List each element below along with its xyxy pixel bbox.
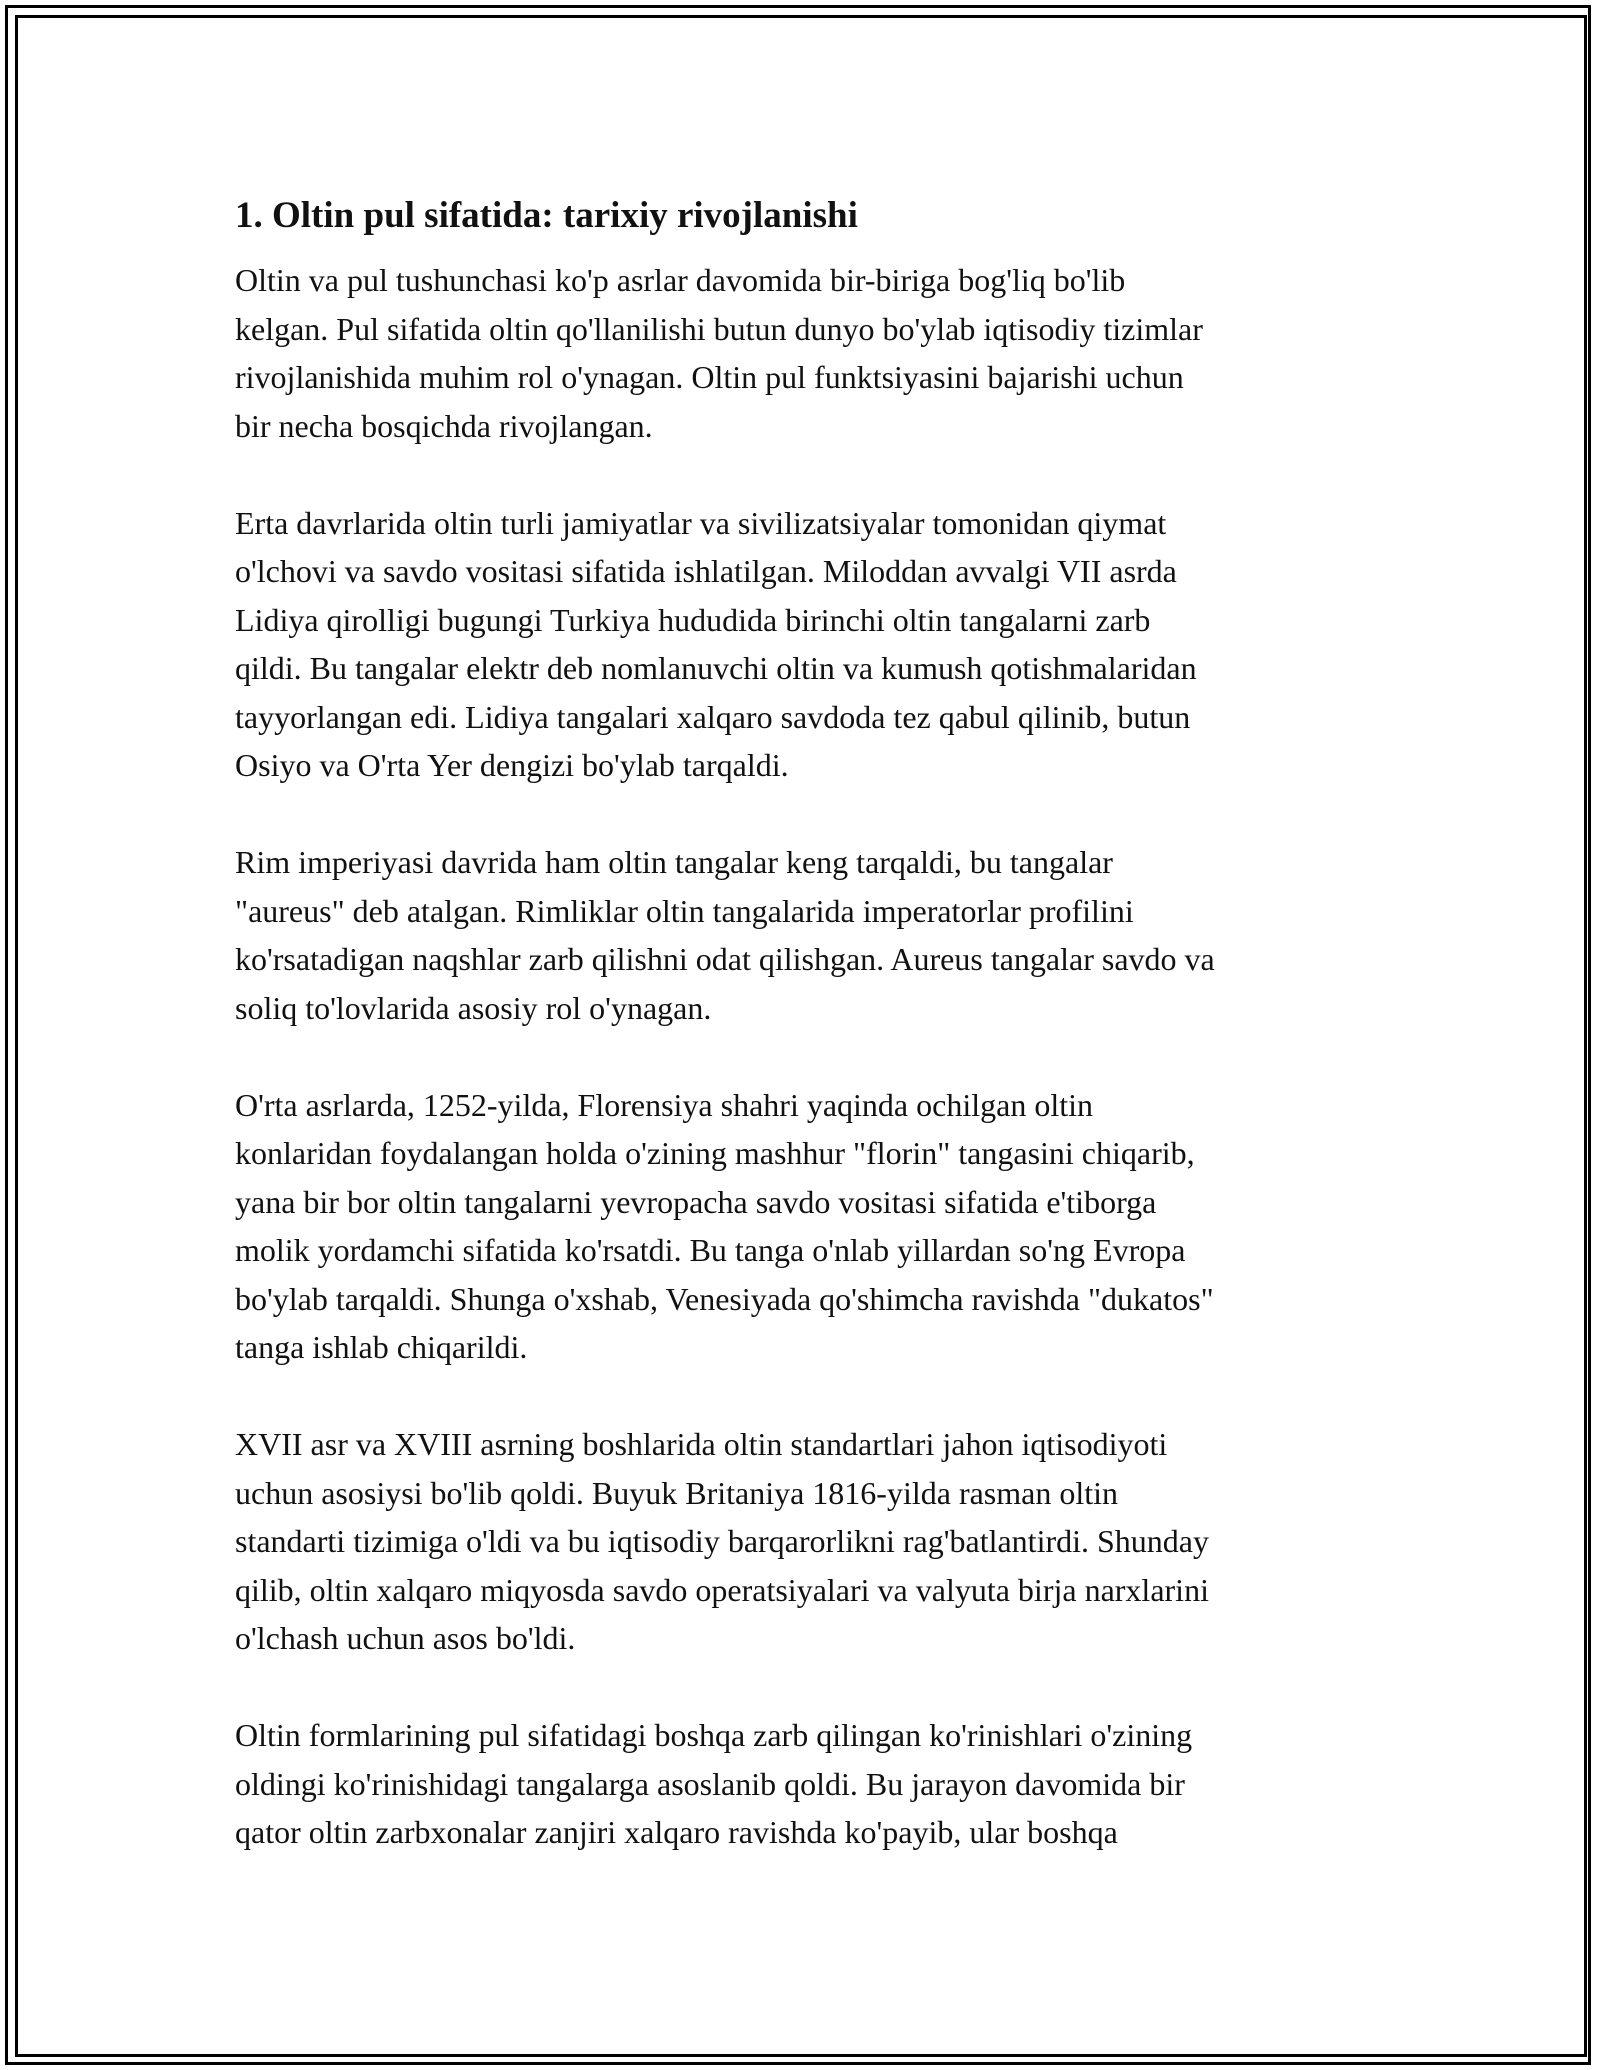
section-heading: 1. Oltin pul sifatida: tarixiy rivojlanishi	[235, 195, 858, 236]
paragraph-rome: Rim imperiyasi davrida ham oltin tangalar keng tarqaldi, bu tangalar "aureus" deb atalgan. Rimliklar oltin tangalarida imperatorlar profilini ko'rsatadigan naqshlar zarb qilishni odat qilishgan. Aureus tangalar savdo va soliq to'lovlarida asosiy rol o'ynagan.	[235, 844, 1215, 1026]
paragraph-mints: Oltin formlarining pul sifatidagi boshqa zarb qilingan ko'rinishlari o'zining oldingi ko'rinishidagi tangalarga asoslanib qoldi. Bu jarayon davomida bir qator oltin zarbxonalar zanjiri xalqaro ravishda ko'payib, ular boshqa	[235, 1717, 1193, 1850]
paragraph-intro: Oltin va pul tushunchasi ko'p asrlar davomida bir-biriga bog'liq bo'lib kelgan. Pul sifatida oltin qo'llanilishi butun dunyo bo'ylab iqtisodiy tizimlar rivojlanishida muhim rol o'ynagan. Oltin pul funktsiyasini bajarishi uchun bir necha bosqichda rivojlangan.	[235, 262, 1203, 444]
paragraph-gold-standard: XVII asr va XVIII asrning boshlarida oltin standartlari jahon iqtisodiyoti uchun asosiysi bo'lib qoldi. Buyuk Britaniya 1816-yilda rasman oltin standarti tizimiga o'ldi va bu iqtisodiy barqarorlikni rag'batlantirdi. Shunday qilib, oltin xalqaro miqyosda savdo operatsiyalari va valyuta birja narxlarini o'lchash uchun asos bo'ldi.	[235, 1426, 1209, 1656]
paragraph-lydia: Erta davrlarida oltin turli jamiyatlar va sivilizatsiyalar tomonidan qiymat o'lchovi va savdo vositasi sifatida ishlatilgan. Miloddan avvalgi VII asrda Lidiya qirolligi bugungi Turkiya hududida birinchi oltin tangalarni zarb qildi. Bu tangalar elektr deb nomlanuvchi oltin va kumush qotishmalaridan tayyorlangan edi. Lidiya tangalari xalqaro savdoda tez qabul qilinib, butun Osiyo va O'rta Yer dengizi bo'ylab tarqaldi.	[235, 504, 1197, 783]
paragraph-florence: O'rta asrlarda, 1252-yilda, Florensiya shahri yaqinda ochilgan oltin konlaridan foydalangan holda o'zining mashhur "florin" tangasini chiqarib, yana bir bor oltin tangalarni yevropacha savdo vositasi sifatida e'tiborga molik yordamchi sifatida ko'rsatdi. Bu tanga o'nlab yillardan so'ng Evropa bo'ylab tarqaldi. Shunga o'xshab, Venesiyada qo'shimcha ravishda "dukatos" tanga ishlab chiqarildi.	[235, 1086, 1214, 1365]
document-page	[235, 188, 1365, 1905]
